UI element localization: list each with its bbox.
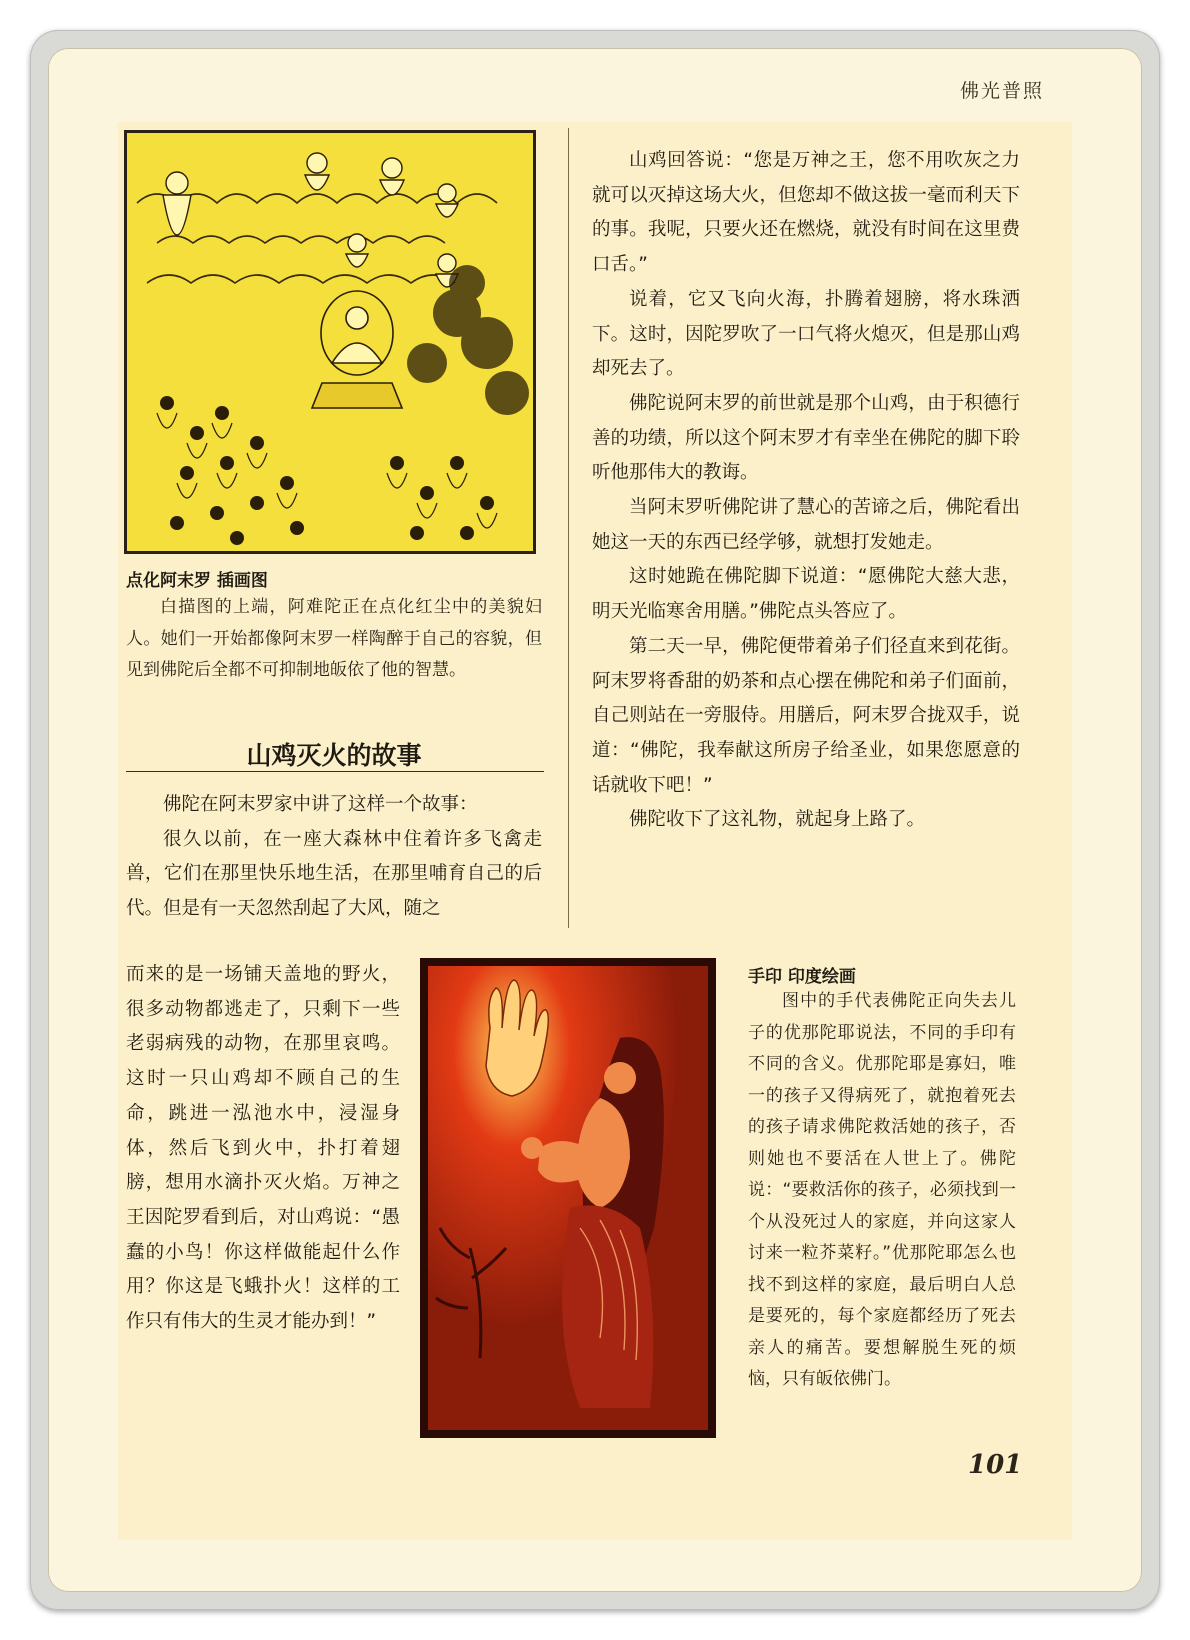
section-title: 山鸡灭火的故事 [246,741,422,770]
figure1-caption-title: 点化阿末罗 插画图 [126,571,268,591]
section-rule [126,771,544,772]
right-paragraph: 山鸡回答说：“您是万神之王，您不用吹灰之力就可以灭掉这场大火，但您却不做这拔一毫而利天下的事。我呢，只要火还在燃烧，就没有时间在这里费口舌。” [592,150,1020,276]
right-paragraph: 第二天一早，佛陀便带着弟子们径直来到花街。阿末罗将香甜的奶茶和点心摆在佛陀和弟子们面前，自己则站在一旁服侍。用膳后，阿末罗合拢双手，说道：“佛陀，我奉献这所房子给圣业，如果您愿意的话就收下吧！” [592,635,1020,796]
figure-illustration-amra [124,130,536,554]
page-number: 101 [968,1450,1023,1480]
right-paragraph: 当阿末罗听佛陀讲了慧心的苦谛之后，佛陀看出她这一天的东西已经学够，就想打发她走。 [592,497,1020,553]
figure-painting-hand-mudra [420,958,716,1438]
figure2-caption-body: 图中的手代表佛陀正向失去儿子的优那陀耶说法，不同的手印有不同的含义。优那陀耶是寡妇，唯一的孩子又得病死了，就抱着死去的孩子请求佛陀救活她的孩子，否则她也不要活在人世上了。佛陀说：“要救活你的孩子，必须找到一个从没死过人的家庭，并向这家人讨来一粒芥菜籽。”优那陀耶怎么也找不到这样的家庭，最后明白人总是要死的，每个家庭都经历了死去亲人的痛苦。要想解脱生死的烦恼，只有皈依佛门。 [748,991,1016,1389]
left-paragraph-2-continued: 而来的是一场铺天盖地的野火，很多动物都逃走了，只剩下一些老弱病残的动物，在那里哀鸣。这时一只山鸡却不顾自己的生命，跳进一泓池水中，浸湿身体，然后飞到火中，扑打着翅膀，想用水滴扑灭火焰。万神之王因陀罗看到后，对山鸡说：“愚蠢的小鸟！你这样做能起什么作用？你这是飞蛾扑火！这样的工作只有伟大的生灵才能办到！” [126,964,400,1333]
right-paragraph: 佛陀收下了这礼物，就起身上路了。 [629,809,926,831]
left-paragraph-2: 很久以前，在一座大森林中住着许多飞禽走兽，它们在那里快乐地生活，在那里哺育自己的后代。但是有一天忽然刮起了大风，随之 [126,828,542,920]
right-paragraph: 说着，它又飞向火海，扑腾着翅膀，将水珠洒下。这时，因陀罗吹了一口气将火熄灭，但是那山鸡却死去了。 [592,288,1020,380]
left-column-text-bottom [126,958,400,1340]
right-paragraph: 佛陀说阿末罗的前世就是那个山鸡，由于积德行善的功绩，所以这个阿末罗才有幸坐在佛陀的脚下聆听他那伟大的教诲。 [592,392,1020,484]
figure1-caption-body: 白描图的上端，阿难陀正在点化红尘中的美貌妇人。她们一开始都像阿末罗一样陶醉于自己的容貌，但见到佛陀后全都不可抑制地皈依了他的智慧。 [126,597,542,680]
left-paragraph-1: 佛陀在阿末罗家中讲了这样一个故事： [163,794,478,815]
right-column-text [592,144,1020,838]
running-head: 佛光普照 [960,80,1045,102]
right-paragraph: 这时她跪在佛陀脚下说道：“愿佛陀大慈大悲，明天光临寒舍用膳。”佛陀点头答应了。 [592,566,1020,623]
column-divider [568,128,569,928]
left-column-text-top [126,788,542,927]
figure2-caption-title: 手印 印度绘画 [748,967,856,987]
